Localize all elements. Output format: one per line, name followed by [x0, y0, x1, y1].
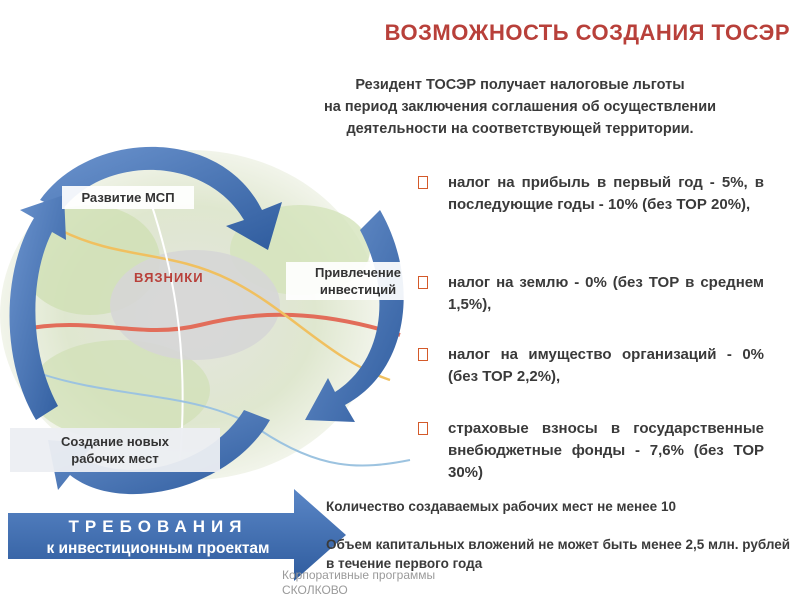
- subtitle: [250, 74, 790, 140]
- cycle-label-msp: Развитие МСП: [62, 186, 194, 209]
- cycle-label-jobs-line-1: Создание новых: [61, 434, 169, 449]
- footer-credit: [282, 568, 482, 598]
- footer-line-2: СКОЛКОВО: [282, 583, 348, 597]
- requirements-subheading: к инвестиционным проектам: [46, 540, 270, 557]
- square-outline-icon: [418, 276, 428, 289]
- benefit-item: [418, 344, 764, 388]
- cycle-label-jobs: [10, 428, 220, 472]
- requirement-investment: Объем капитальных вложений не может быть менее 2,5 млн. рублей в течение первого года: [326, 537, 791, 571]
- requirements-heading-block: [8, 516, 308, 560]
- square-outline-icon: [418, 422, 428, 435]
- subtitle-line-2: на период заключения соглашения об осуществлении: [323, 99, 717, 115]
- city-name: ВЯЗНИКИ: [134, 270, 204, 285]
- cycle-label-investment-line-2: инвестиций: [319, 282, 397, 297]
- benefit-text: страховые взносы в государственные внебюджетные фонды - 7,6% (без ТОР 30%): [448, 420, 764, 481]
- square-outline-icon: [418, 176, 428, 189]
- cycle-label-jobs-line-2: рабочих мест: [71, 451, 159, 466]
- subtitle-line-3: деятельности на соответствующей территории.: [346, 121, 694, 137]
- subtitle-line-1: Резидент ТОСЭР получает налоговые льготы: [355, 77, 685, 93]
- benefit-item: [418, 418, 764, 484]
- benefit-text: налог на землю - 0% (без ТОР в среднем 1,5%),: [448, 274, 764, 313]
- square-outline-icon: [418, 348, 428, 361]
- benefit-text: налог на прибыль в первый год - 5%, в последующие годы - 10% (без ТОР 20%),: [448, 174, 764, 213]
- cycle-label-investment-line-1: Привлечение: [315, 265, 401, 280]
- benefit-text: налог на имущество организаций - 0% (без ТОР 2,2%),: [448, 346, 764, 385]
- requirements-heading: ТРЕБОВАНИЯ: [68, 517, 248, 536]
- page-title: ВОЗМОЖНОСТЬ СОЗДАНИЯ ТОСЭР: [384, 20, 790, 45]
- footer-line-1: Корпоративные программы: [282, 568, 436, 582]
- cycle-label-investment: [286, 262, 430, 300]
- benefit-item: [418, 172, 764, 216]
- requirement-jobs: Количество создаваемых рабочих мест не менее 10: [326, 499, 796, 514]
- benefit-item: [418, 272, 764, 316]
